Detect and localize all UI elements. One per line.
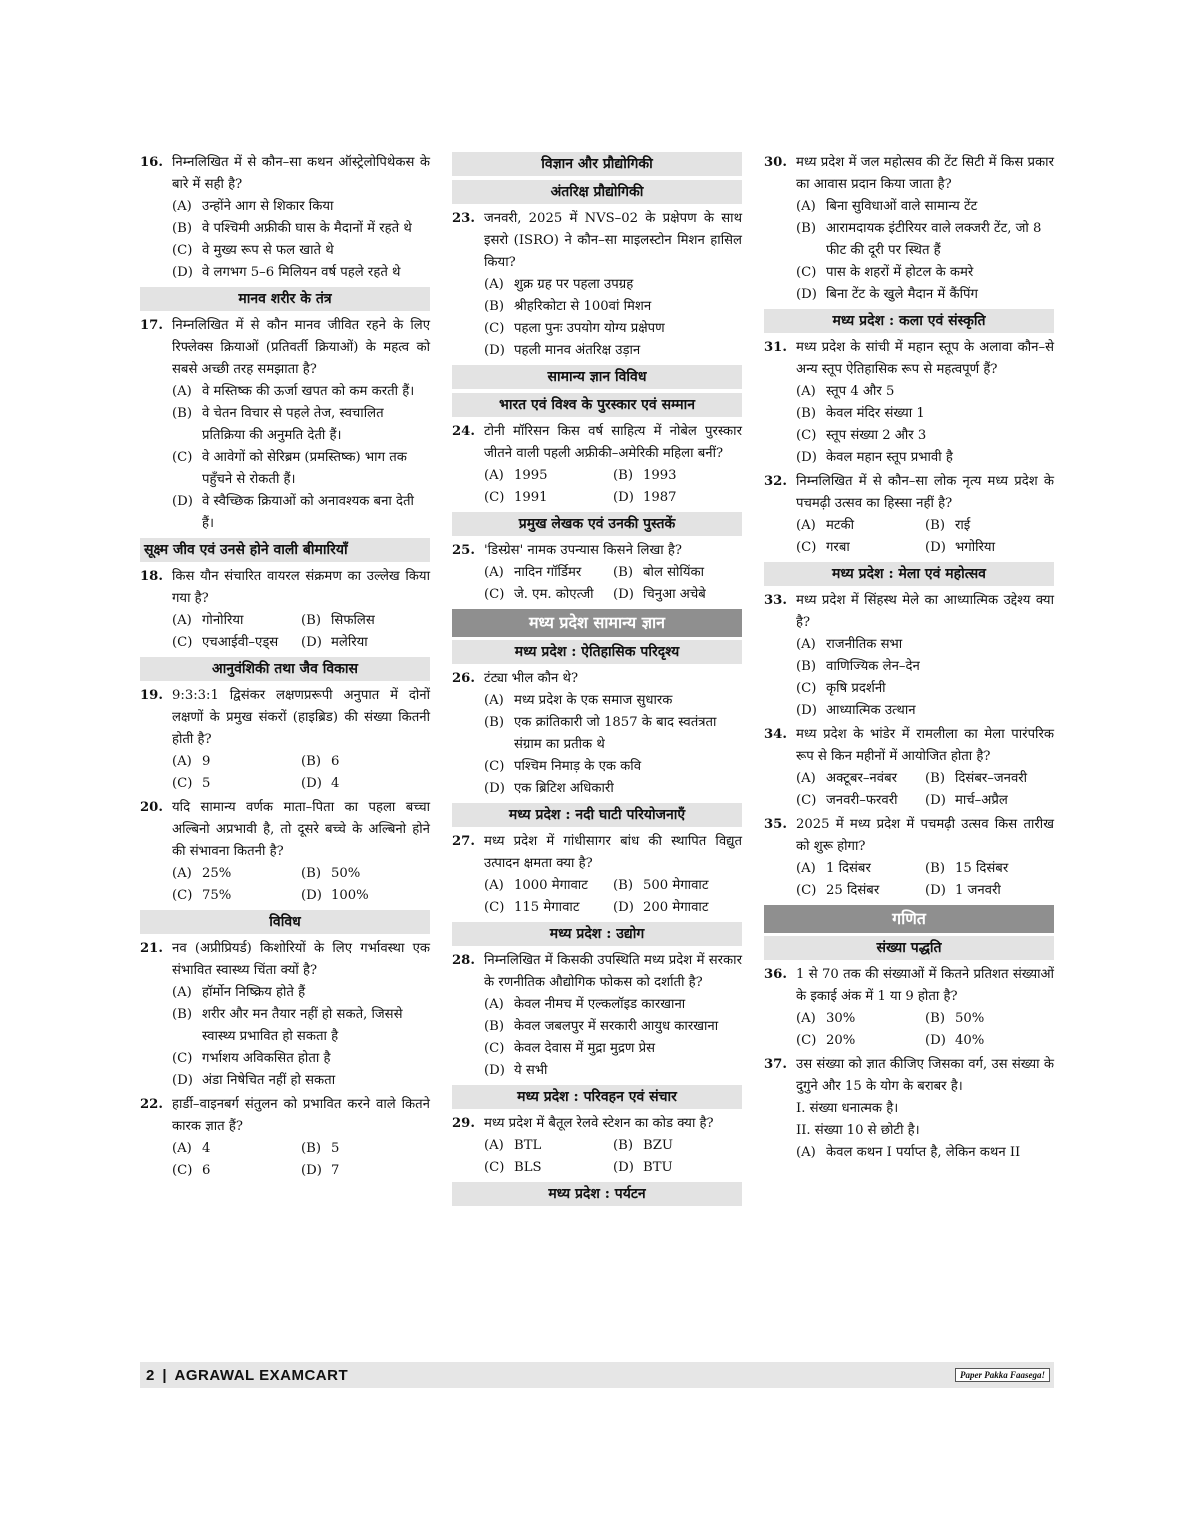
option-d: (D) 200 मेगावाट	[613, 900, 709, 915]
question-number: 20.	[140, 800, 163, 815]
option-a: (A) 1995	[484, 468, 548, 483]
option-b: (B) 15 दिसंबर	[925, 861, 1009, 876]
column-1	[140, 152, 430, 1184]
question-number: 16.	[140, 155, 163, 170]
option-b: (B) सिफलिस	[301, 613, 375, 628]
page-footer	[140, 1362, 1054, 1388]
option-d: (D) 1 जनवरी	[925, 883, 1001, 898]
option-a: (A) 9	[172, 754, 211, 769]
question-20	[140, 797, 430, 907]
option-d: (D) आध्यात्मिक उत्थान	[796, 703, 916, 718]
option-b: (B) वाणिज्यिक लेन–देन	[796, 659, 920, 674]
option-c: (C) गर्भाशय अविकसित होता है	[172, 1051, 331, 1066]
question-number: 37.	[764, 1057, 787, 1072]
option-b: (B) एक क्रांतिकारी जो 1857 के बाद स्वतंत्रता संग्राम का प्रतीक थे	[484, 715, 717, 752]
section-heading: मध्य प्रदेश : मेला एवं महोत्सव	[764, 562, 1054, 586]
question-17	[140, 315, 430, 535]
question-25	[452, 540, 742, 606]
footer-separator: |	[162, 1366, 167, 1384]
option-c: (C) पहला पुनः उपयोग योग्य प्रक्षेपण	[484, 321, 665, 336]
question-number: 27.	[452, 834, 475, 849]
option-c: (C) 1991	[484, 490, 548, 505]
option-c: (C) 115 मेगावाट	[484, 900, 580, 915]
option-d: (D) 4	[301, 776, 340, 791]
option-a: (A) केवल कथन I पर्याप्त है, लेकिन कथन II	[796, 1145, 1021, 1160]
option-a: (A) 1 दिसंबर	[796, 861, 871, 876]
question-number: 26.	[452, 671, 475, 686]
tagline-badge: Paper Pakka Faasega!	[955, 1368, 1050, 1382]
question-number: 17.	[140, 318, 163, 333]
question-18	[140, 566, 430, 654]
section-heading: विविध	[140, 910, 430, 934]
option-a: (A) मध्य प्रदेश के एक समाज सुधारक	[484, 693, 673, 708]
option-c: (C) स्तूप संख्या 2 और 3	[796, 428, 927, 443]
question-34	[764, 724, 1054, 812]
question-text: मध्य प्रदेश में गांधीसागर बांध की स्थापित विद्युत उत्पादन क्षमता क्या है?	[484, 834, 742, 871]
option-b: (B) 1993	[613, 468, 677, 483]
question-number: 24.	[452, 424, 475, 439]
section-heading: मानव शरीर के तंत्र	[140, 287, 430, 311]
section-heading: सामान्य ज्ञान विविध	[452, 365, 742, 389]
option-c: (C) पास के शहरों में होटल के कमरे	[796, 265, 974, 280]
option-a: (A) उन्होंने आग से शिकार किया	[172, 199, 334, 214]
option-b: (B) 500 मेगावाट	[613, 878, 709, 893]
option-a: (A) मटकी	[796, 518, 855, 533]
option-b: (B) वे चेतन विचार से पहले तेज, स्वचालित प्रतिक्रिया की अनुमति देती हैं।	[172, 406, 384, 443]
option-c: (C) 25 दिसंबर	[796, 883, 880, 898]
option-b: (B) 50%	[925, 1011, 985, 1026]
page-number: 2	[146, 1366, 155, 1384]
question-28	[452, 950, 742, 1082]
question-37	[764, 1054, 1054, 1164]
option-c: (C) 6	[172, 1163, 211, 1178]
question-36	[764, 964, 1054, 1052]
question-number: 23.	[452, 211, 475, 226]
question-text: मध्य प्रदेश में बैतूल रेलवे स्टेशन का कोड क्या है?	[484, 1116, 714, 1131]
option-b: (B) 5	[301, 1141, 340, 1156]
option-a: (A) शुक्र ग्रह पर पहला उपग्रह	[484, 277, 634, 292]
question-23	[452, 208, 742, 362]
question-21	[140, 938, 430, 1092]
question-text: किस यौन संचारित वायरल संक्रमण का उल्लेख किया गया है?	[172, 569, 430, 606]
section-heading: भारत एवं विश्व के पुरस्कार एवं सम्मान	[452, 393, 742, 417]
option-b: (B) बोल सोयिंका	[613, 565, 705, 580]
question-number: 29.	[452, 1116, 475, 1131]
statement-2: II. संख्या 10 से छोटी है।	[796, 1123, 920, 1138]
question-35	[764, 814, 1054, 902]
option-a: (A) गोनोरिया	[172, 613, 244, 628]
question-text: निम्नलिखित में से कौन मानव जीवित रहने के लिए रिफ्लेक्स क्रियाओं (प्रतिवर्ती क्रियाओं) के महत्व को सबसे अच्छी तरह समझाता है?	[172, 318, 430, 377]
section-heading: सूक्ष्म जीव एवं उनसे होने वाली बीमारियाँ	[140, 538, 430, 562]
option-a: (A) स्तूप 4 और 5	[796, 384, 895, 399]
question-text: नव (अप्रीप्रियर्ड) किशोरियों के लिए गर्भावस्था एक संभावित स्वास्थ्य चिंता क्यों है?	[172, 941, 430, 978]
question-text: 9:3:3:1 द्विसंकर लक्षणप्ररूपी अनुपात में दोनों लक्षणों के प्रमुख संकरों (हाइब्रिड) की संख्या कितनी होती है?	[172, 688, 430, 747]
section-heading: मध्य प्रदेश : पर्यटन	[452, 1182, 742, 1206]
option-d: (D) बिना टेंट के खुले मैदान में कैंपिंग	[796, 287, 978, 302]
question-text: मध्य प्रदेश के सांची में महान स्तूप के अलावा कौन–से अन्य स्तूप ऐतिहासिक रूप से महत्वपूर्ण हैं?	[796, 340, 1054, 377]
option-c: (C) केवल देवास में मुद्रा मुद्रण प्रेस	[484, 1041, 656, 1056]
option-b: (B) 50%	[301, 866, 361, 881]
section-heading: अंतरिक्ष प्रौद्योगिकी	[452, 180, 742, 204]
brand-logo: AGRAWAL EXAMCART	[174, 1366, 349, 1384]
option-c: (C) 20%	[796, 1033, 856, 1048]
question-number: 36.	[764, 967, 787, 982]
question-19	[140, 685, 430, 795]
option-c: (C) कृषि प्रदर्शनी	[796, 681, 886, 696]
option-b: (B) दिसंबर–जनवरी	[925, 771, 1028, 786]
question-22	[140, 1094, 430, 1182]
option-c: (C) वे मुख्य रूप से फल खाते थे	[172, 243, 334, 258]
option-c: (C) जनवरी–फरवरी	[796, 793, 898, 808]
option-c: (C) 5	[172, 776, 211, 791]
question-24	[452, 421, 742, 509]
question-27	[452, 831, 742, 919]
option-d: (D) भगोरिया	[925, 540, 995, 555]
question-text: टंट्या भील कौन थे?	[484, 671, 579, 686]
question-text: निम्नलिखित में से कौन–सा कथन ऑस्ट्रेलोपिथेकस के बारे में सही है?	[172, 155, 430, 192]
question-number: 31.	[764, 340, 787, 355]
question-text: जनवरी, 2025 में NVS–02 के प्रक्षेपण के साथ इसरो (ISRO) ने कौन–सा माइलस्टोन मिशन हासिल किया?	[484, 211, 742, 270]
option-d: (D) मलेरिया	[301, 635, 368, 650]
question-text: 2025 में मध्य प्रदेश में पचमढ़ी उत्सव किस तारीख को शुरू होगा?	[796, 817, 1054, 854]
option-b: (B) BZU	[613, 1138, 673, 1153]
section-heading: मध्य प्रदेश : कला एवं संस्कृति	[764, 309, 1054, 333]
option-b: (B) केवल जबलपुर में सरकारी आयुध कारखाना	[484, 1019, 719, 1034]
section-heading: प्रमुख लेखक एवं उनकी पुस्तकें	[452, 512, 742, 536]
option-d: (D) चिनुआ अचेबे	[613, 587, 706, 602]
question-number: 21.	[140, 941, 163, 956]
option-a: (A) 25%	[172, 866, 232, 881]
option-d: (D) पहली मानव अंतरिक्ष उड़ान	[484, 343, 641, 358]
question-29	[452, 1113, 742, 1179]
question-text: यदि सामान्य वर्णक माता–पिता का पहला बच्चा अल्बिनो अप्रभावी है, तो दूसरे बच्चे के अल्बिनो होने की संभावना कितनी है?	[172, 800, 430, 859]
option-b: (B) आरामदायक इंटीरियर वाले लक्जरी टेंट, जो 8 फीट की दूरी पर स्थित हैं	[796, 221, 1042, 258]
question-text: मध्य प्रदेश के भांडेर में रामलीला का मेला पारंपरिक रूप से किन महीनों में आयोजित होता है?	[796, 727, 1054, 764]
question-text: उस संख्या को ज्ञात कीजिए जिसका वर्ग, उस संख्या के दुगुने और 15 के योग के बराबर है।	[796, 1057, 1054, 1094]
option-d: (D) वे लगभग 5–6 मिलियन वर्ष पहले रहते थे	[172, 265, 401, 280]
question-number: 28.	[452, 953, 475, 968]
option-d: (D) 100%	[301, 888, 369, 903]
question-text: निम्नलिखित में किसकी उपस्थिति मध्य प्रदेश में सरकार के रणनीतिक औद्योगिक फोकस को दर्शाती है?	[484, 953, 742, 990]
section-heading: मध्य प्रदेश : उद्योग	[452, 922, 742, 946]
section-heading: मध्य प्रदेश : नदी घाटी परियोजनाएँ	[452, 803, 742, 827]
option-a: (A) नादिन गॉर्डिमर	[484, 565, 582, 580]
option-a: (A) हॉर्मोन निष्क्रिय होते हैं	[172, 985, 306, 1000]
option-c: (C) वे आवेगों को सेरिब्रम (प्रमस्तिष्क) भाग तक पहुँचने से रोकती हैं।	[172, 450, 407, 487]
option-a: (A) 4	[172, 1141, 211, 1156]
option-a: (A) 1000 मेगावाट	[484, 878, 588, 893]
major-section-heading: मध्य प्रदेश सामान्य ज्ञान	[452, 609, 742, 637]
question-number: 34.	[764, 727, 787, 742]
question-number: 33.	[764, 593, 787, 608]
option-a: (A) केवल नीमच में एल्कलॉइड कारखाना	[484, 997, 686, 1012]
question-text: हार्डी–वाइनबर्ग संतुलन को प्रभावित करने वाले कितने कारक ज्ञात हैं?	[172, 1097, 430, 1134]
question-text: मध्य प्रदेश में सिंहस्थ मेले का आध्यात्मिक उद्देश्य क्या है?	[796, 593, 1054, 630]
major-section-heading: गणित	[764, 905, 1054, 933]
question-16	[140, 152, 430, 284]
question-33	[764, 590, 1054, 722]
question-number: 25.	[452, 543, 475, 558]
option-d: (D) वे स्वैच्छिक क्रियाओं को अनावश्यक बना देती हैं।	[172, 494, 414, 531]
question-number: 19.	[140, 688, 163, 703]
question-32	[764, 471, 1054, 559]
question-text: 1 से 70 तक की संख्याओं में कितने प्रतिशत संख्याओं के इकाई अंक में 1 या 9 होता है?	[796, 967, 1054, 1004]
option-a: (A) राजनीतिक सभा	[796, 637, 903, 652]
option-a: (A) अक्टूबर–नवंबर	[796, 771, 898, 786]
option-a: (A) वे मस्तिष्क की ऊर्जा खपत को कम करती हैं।	[172, 384, 415, 399]
column-3	[764, 152, 1054, 1166]
statement-1: I. संख्या धनात्मक है।	[796, 1101, 899, 1116]
option-a: (A) 30%	[796, 1011, 856, 1026]
question-31	[764, 337, 1054, 469]
section-heading: आनुवंशिकी तथा जैव विकास	[140, 657, 430, 681]
section-heading: मध्य प्रदेश : परिवहन एवं संचार	[452, 1085, 742, 1109]
option-b: (B) केवल मंदिर संख्या 1	[796, 406, 925, 421]
option-d: (D) केवल महान स्तूप प्रभावी है	[796, 450, 953, 465]
option-b: (B) शरीर और मन तैयार नहीं हो सकते, जिससे स्वास्थ्य प्रभावित हो सकता है	[172, 1007, 403, 1044]
option-c: (C) 75%	[172, 888, 232, 903]
section-heading: मध्य प्रदेश : ऐतिहासिक परिदृश्य	[452, 640, 742, 664]
question-text: मध्य प्रदेश में जल महोत्सव की टेंट सिटी में किस प्रकार का आवास प्रदान किया जाता है?	[796, 155, 1054, 192]
question-number: 18.	[140, 569, 163, 584]
section-heading: विज्ञान और प्रौद्योगिकी	[452, 152, 742, 176]
question-number: 32.	[764, 474, 787, 489]
column-2	[452, 152, 742, 1210]
option-d: (D) 7	[301, 1163, 340, 1178]
question-text: टोनी मॉरिसन किस वर्ष साहित्य में नोबेल पुरस्कार जीतने वाली पहली अफ्रीकी–अमेरिकी महिला बनीं?	[484, 424, 742, 461]
option-a: (A) BTL	[484, 1138, 542, 1153]
question-30	[764, 152, 1054, 306]
option-d: (D) ये सभी	[484, 1063, 548, 1078]
option-d: (D) 1987	[613, 490, 677, 505]
option-c: (C) गरबा	[796, 540, 850, 555]
option-b: (B) राई	[925, 518, 971, 533]
question-number: 22.	[140, 1097, 163, 1112]
question-number: 30.	[764, 155, 787, 170]
option-d: (D) अंडा निषेचित नहीं हो सकता	[172, 1073, 336, 1088]
option-a: (A) बिना सुविधाओं वाले सामान्य टेंट	[796, 199, 978, 214]
question-text: निम्नलिखित में से कौन–सा लोक नृत्य मध्य प्रदेश के पचमढ़ी उत्सव का हिस्सा नहीं है?	[796, 474, 1054, 511]
option-c: (C) जे. एम. कोएत्जी	[484, 587, 594, 602]
option-d: (D) मार्च–अप्रैल	[925, 793, 1008, 808]
option-c: (C) पश्चिम निमाड़ के एक कवि	[484, 759, 642, 774]
option-c: (C) BLS	[484, 1160, 542, 1175]
question-number: 35.	[764, 817, 787, 832]
option-c: (C) एचआईवी–एड्स	[172, 635, 279, 650]
option-b: (B) श्रीहरिकोटा से 100वां मिशन	[484, 299, 652, 314]
option-d: (D) BTU	[613, 1160, 673, 1175]
option-b: (B) 6	[301, 754, 340, 769]
section-heading: संख्या पद्धति	[764, 936, 1054, 960]
question-text: 'डिस्ग्रेस' नामक उपन्यास किसने लिखा है?	[484, 543, 682, 558]
option-b: (B) वे पश्चिमी अफ्रीकी घास के मैदानों में रहते थे	[172, 221, 412, 236]
question-26	[452, 668, 742, 800]
option-d: (D) 40%	[925, 1033, 985, 1048]
option-d: (D) एक ब्रिटिश अधिकारी	[484, 781, 614, 796]
